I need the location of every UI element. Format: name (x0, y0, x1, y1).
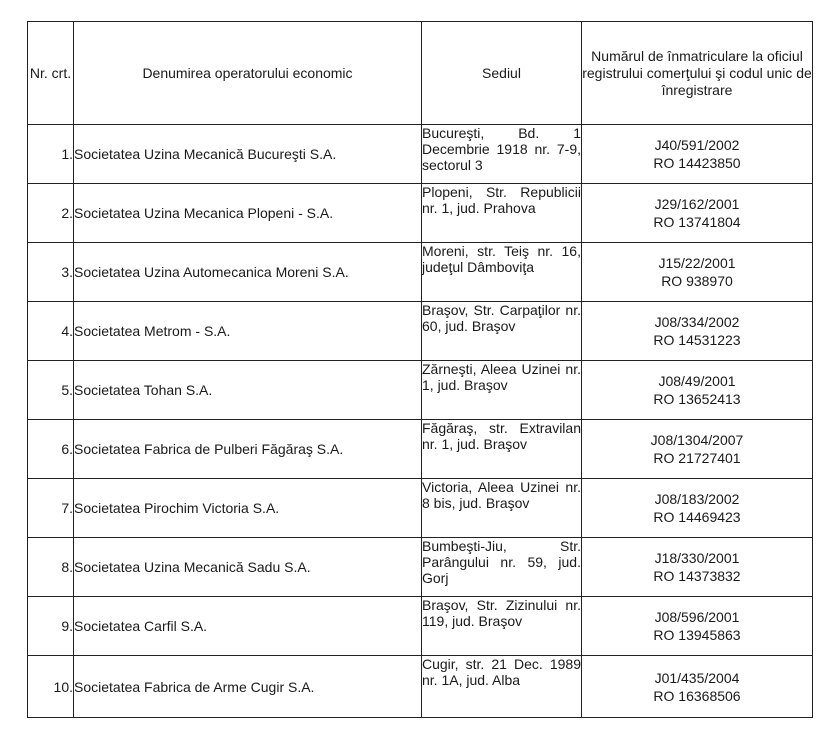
unique-code: RO 16368506 (653, 687, 741, 704)
registration-cell (582, 361, 813, 420)
operator-name: Societatea Uzina Mecanică Sadu S.A. (74, 538, 422, 597)
table-header (28, 22, 813, 125)
row-number: 2. (28, 184, 74, 243)
registration-number: J18/330/2001 (654, 550, 740, 566)
unique-code: RO 14531223 (653, 332, 741, 348)
table-body (28, 125, 813, 718)
operator-name: Societatea Carfil S.A. (74, 597, 422, 656)
unique-code: RO 13945863 (653, 627, 741, 643)
row-number: 1. (28, 125, 74, 184)
table-row (28, 361, 813, 420)
registration-cell (582, 479, 813, 538)
address-text: Zărneşti, Aleea Uzinei nr. 1, jud. Braşov (422, 361, 581, 393)
address-text: Bucureşti, Bd. 1 Decembrie 1918 nr. 7-9, sectorul 3 (422, 125, 581, 173)
address-text: Victoria, Aleea Uzinei nr. 8 bis, jud. Braşov (422, 479, 581, 511)
registration-cell (582, 538, 813, 597)
operator-address (422, 420, 582, 479)
registration-cell (582, 597, 813, 656)
operator-name: Societatea Uzina Mecanică Bucureşti S.A. (74, 125, 422, 184)
table-row (28, 538, 813, 597)
registration-number: J08/596/2001 (654, 609, 740, 625)
row-number: 6. (28, 420, 74, 479)
operator-address (422, 656, 582, 718)
registration-number: J15/22/2001 (658, 255, 736, 271)
unique-code: RO 13652413 (653, 391, 741, 407)
unique-code: RO 21727401 (653, 450, 741, 466)
operator-address (422, 597, 582, 656)
registration-number: J40/591/2002 (654, 137, 740, 153)
address-text: Braşov, Str. Zizinului nr. 119, jud. Braşov (422, 597, 581, 629)
address-text: Moreni, str. Teiş nr. 16, judeţul Dâmboviţa (422, 243, 581, 275)
row-number: 3. (28, 243, 74, 302)
registration-cell (582, 125, 813, 184)
row-number: 9. (28, 597, 74, 656)
operator-name: Societatea Uzina Mecanica Plopeni - S.A. (74, 184, 422, 243)
unique-code: RO 14373832 (653, 568, 741, 584)
table-row (28, 125, 813, 184)
table-row (28, 302, 813, 361)
address-text: Cugir, str. 21 Dec. 1989 nr. 1A, jud. Alba (422, 656, 581, 688)
operator-address (422, 538, 582, 597)
table-row (28, 184, 813, 243)
operator-address (422, 243, 582, 302)
row-number: 7. (28, 479, 74, 538)
operator-name: Societatea Tohan S.A. (74, 361, 422, 420)
operator-name: Societatea Pirochim Victoria S.A. (74, 479, 422, 538)
registration-number: J08/334/2002 (654, 314, 740, 330)
header-nr: Nr. crt. (28, 22, 74, 125)
table-row (28, 420, 813, 479)
operator-name: Societatea Fabrica de Arme Cugir S.A. (74, 656, 422, 718)
address-text: Plopeni, Str. Republicii nr. 1, jud. Prahova (422, 184, 581, 216)
registration-number: J08/183/2002 (654, 491, 740, 507)
registration-number: J01/435/2004 (654, 669, 740, 686)
registration-cell (582, 184, 813, 243)
header-name: Denumirea operatorului economic (74, 22, 422, 125)
operator-address (422, 479, 582, 538)
address-text: Bumbeşti-Jiu, Str. Parângului nr. 59, jud. Gorj (422, 538, 581, 586)
operator-address (422, 302, 582, 361)
operators-table (27, 21, 813, 718)
registration-number: J08/1304/2007 (650, 432, 744, 448)
address-text: Făgăraş, str. Extravilan nr. 1, jud. Braşov (422, 420, 581, 452)
table-row (28, 479, 813, 538)
header-row (28, 22, 813, 125)
row-number: 4. (28, 302, 74, 361)
operator-name: Societatea Uzina Automecanica Moreni S.A. (74, 243, 422, 302)
unique-code: RO 938970 (661, 273, 733, 289)
table-row (28, 597, 813, 656)
header-registration: Numărul de înmatriculare la oficiul registrului comerţului şi codul unic de înregistrare (582, 22, 813, 125)
registration-cell (582, 302, 813, 361)
unique-code: RO 14423850 (653, 155, 741, 171)
unique-code: RO 13741804 (653, 214, 741, 230)
header-sediu: Sediul (422, 22, 582, 125)
row-number: 8. (28, 538, 74, 597)
table-row (28, 656, 813, 718)
operator-address (422, 125, 582, 184)
registration-number: J29/162/2001 (654, 196, 740, 212)
operator-name: Societatea Fabrica de Pulberi Făgăraş S.A. (74, 420, 422, 479)
operator-address (422, 184, 582, 243)
row-number: 5. (28, 361, 74, 420)
registration-cell (582, 420, 813, 479)
table-row (28, 243, 813, 302)
address-text: Braşov, Str. Carpaţilor nr. 60, jud. Braşov (422, 302, 581, 334)
operator-name: Societatea Metrom - S.A. (74, 302, 422, 361)
registration-cell (582, 656, 813, 718)
registration-cell (582, 243, 813, 302)
registration-number: J08/49/2001 (658, 373, 736, 389)
operator-address (422, 361, 582, 420)
unique-code: RO 14469423 (653, 509, 741, 525)
row-number: 10. (28, 656, 74, 718)
